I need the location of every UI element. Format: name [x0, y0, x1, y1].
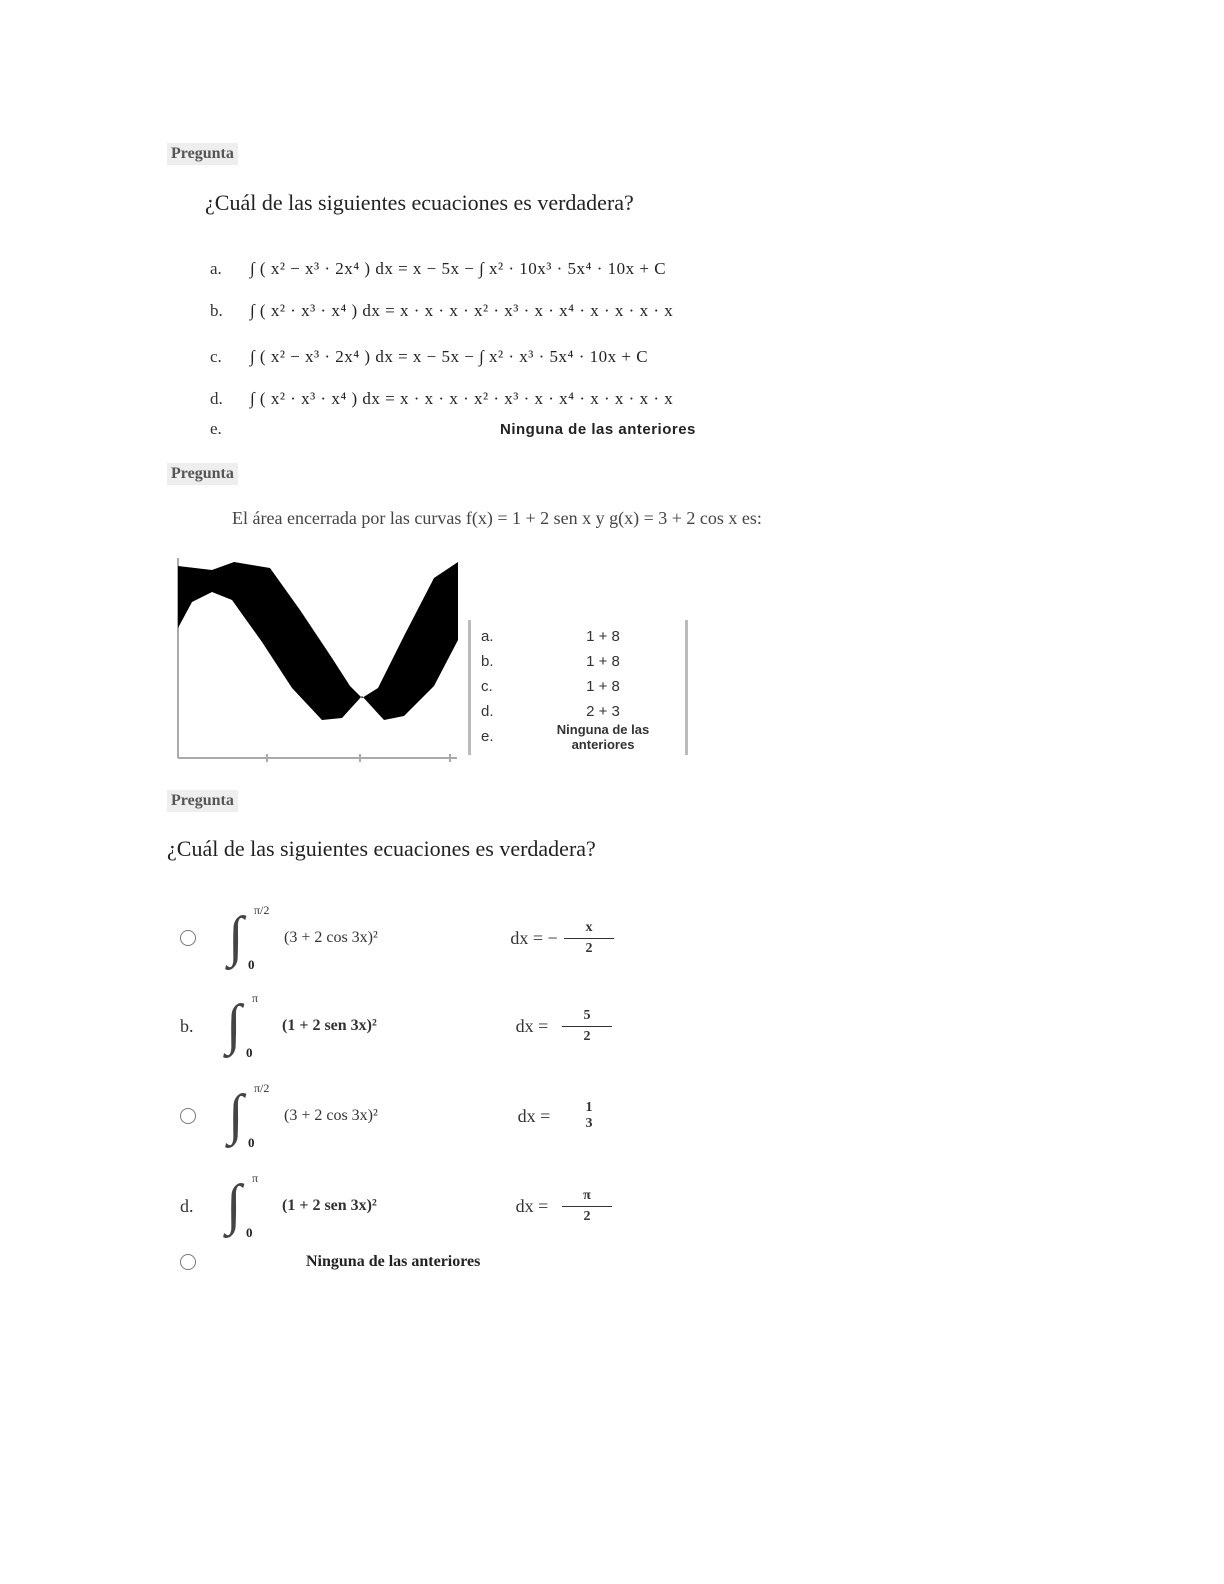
- question-text: El área encerrada por las curvas f(x) = 1 + 2 sen x y g(x) = 3 + 2 cos x es:: [232, 508, 762, 528]
- denominator: 2: [583, 1208, 591, 1224]
- lower-limit: 0: [246, 1045, 253, 1060]
- choice-value: 1 + 8: [586, 678, 620, 695]
- choice-item[interactable]: [481, 699, 675, 724]
- integral-option[interactable]: [180, 986, 620, 1066]
- option-text: ∫ ( x² · x³ · x⁴ ) dx = x · x · x · x² · x³ · x · x⁴ · x · x · x · x: [250, 389, 674, 408]
- radio-button[interactable]: [180, 930, 196, 946]
- option-text: Ninguna de las anteriores: [306, 1253, 481, 1270]
- curves-figure: [172, 548, 462, 768]
- upper-limit: π/2: [254, 903, 270, 917]
- option-letter: b.: [210, 301, 223, 320]
- result-fraction: [564, 1100, 614, 1132]
- answer-choices: [468, 620, 688, 755]
- option-row[interactable]: [210, 252, 985, 286]
- result-fraction: [564, 920, 614, 957]
- option-letter: b.: [180, 1015, 194, 1036]
- integral-sign: [224, 1081, 284, 1151]
- integral-option[interactable]: [180, 1076, 620, 1156]
- equals-part: dx =: [515, 1195, 549, 1216]
- radio-button[interactable]: [180, 1254, 196, 1270]
- choice-value: 1 + 8: [586, 653, 620, 670]
- choice-letter: e.: [481, 728, 494, 745]
- question-text: ¿Cuál de las siguientes ecuaciones es verdadera?: [205, 190, 634, 215]
- shaded-region-between-curves: [178, 562, 458, 720]
- equals-part: dx = −: [510, 927, 558, 948]
- question-label: Pregunta: [167, 463, 238, 485]
- numerator: π: [562, 1188, 612, 1207]
- question-label: Pregunta: [167, 143, 238, 165]
- option-row[interactable]: [210, 412, 985, 446]
- option-row[interactable]: [210, 382, 985, 416]
- upper-limit: π: [252, 991, 259, 1005]
- lower-limit: 0: [248, 957, 255, 972]
- integral-icon: ∫: [228, 906, 244, 968]
- choice-item[interactable]: [481, 624, 675, 649]
- choice-value: 2 + 3: [586, 703, 620, 720]
- integral-option[interactable]: [180, 898, 620, 978]
- option-letter: a.: [210, 259, 222, 278]
- integrand: (3 + 2 cos 3x)²: [284, 929, 378, 946]
- integrand: (1 + 2 sen 3x)²: [282, 1197, 377, 1214]
- integrand: (1 + 2 sen 3x)²: [282, 1017, 377, 1034]
- numerator: 1: [585, 1100, 593, 1115]
- option-letter: c.: [210, 347, 222, 366]
- option-row[interactable]: [210, 294, 985, 328]
- choice-value: 1 + 8: [586, 628, 620, 645]
- denominator: 2: [585, 940, 593, 956]
- option-text: ∫ ( x² · x³ · x⁴ ) dx = x · x · x · x² · x³ · x · x⁴ · x · x · x · x: [250, 301, 674, 320]
- numerator: 5: [562, 1008, 612, 1027]
- integral-option[interactable]: [180, 1250, 480, 1274]
- choice-letter: d.: [481, 703, 494, 720]
- choice-item[interactable]: [481, 721, 675, 752]
- curves-graph: [172, 548, 462, 768]
- integral-icon: ∫: [226, 994, 242, 1056]
- option-letter: e.: [210, 419, 222, 438]
- integral-sign: [224, 903, 284, 973]
- option-letter: d.: [180, 1195, 194, 1216]
- choice-letter: c.: [481, 678, 493, 695]
- denominator: 3: [585, 1116, 593, 1131]
- question-label: Pregunta: [167, 790, 238, 812]
- question-text: ¿Cuál de las siguientes ecuaciones es verdadera?: [167, 836, 596, 861]
- integral-sign: [222, 1171, 282, 1241]
- option-letter: d.: [210, 389, 223, 408]
- numerator: x: [564, 920, 614, 939]
- choice-item[interactable]: [481, 649, 675, 674]
- result-fraction: [562, 1188, 612, 1225]
- option-text: Ninguna de las anteriores: [500, 420, 696, 438]
- integral-option[interactable]: [180, 1166, 620, 1246]
- choice-letter: a.: [481, 628, 494, 645]
- choice-letter: b.: [481, 653, 494, 670]
- lower-limit: 0: [248, 1135, 255, 1150]
- lower-limit: 0: [246, 1225, 253, 1240]
- equals-part: dx =: [517, 1105, 551, 1126]
- upper-limit: π: [252, 1171, 259, 1185]
- option-text: ∫ ( x² − x³ · 2x⁴ ) dx = x − 5x − ∫ x² · x³ · 5x⁴ · 10x + C: [250, 347, 649, 366]
- equals-part: dx =: [515, 1015, 549, 1036]
- integrand: (3 + 2 cos 3x)²: [284, 1107, 378, 1124]
- radio-button[interactable]: [180, 1108, 196, 1124]
- denominator: 2: [583, 1028, 591, 1044]
- integral-icon: ∫: [226, 1174, 242, 1236]
- option-text: ∫ ( x² − x³ · 2x⁴ ) dx = x − 5x − ∫ x² · 10x³ · 5x⁴ · 10x + C: [250, 259, 667, 278]
- upper-limit: π/2: [254, 1081, 270, 1095]
- integral-sign: [222, 991, 282, 1061]
- result-fraction: [562, 1008, 612, 1045]
- option-row[interactable]: [210, 340, 985, 374]
- choice-value: Ninguna de las anteriores: [556, 721, 650, 752]
- choice-item[interactable]: [481, 674, 675, 699]
- integral-icon: ∫: [228, 1084, 244, 1146]
